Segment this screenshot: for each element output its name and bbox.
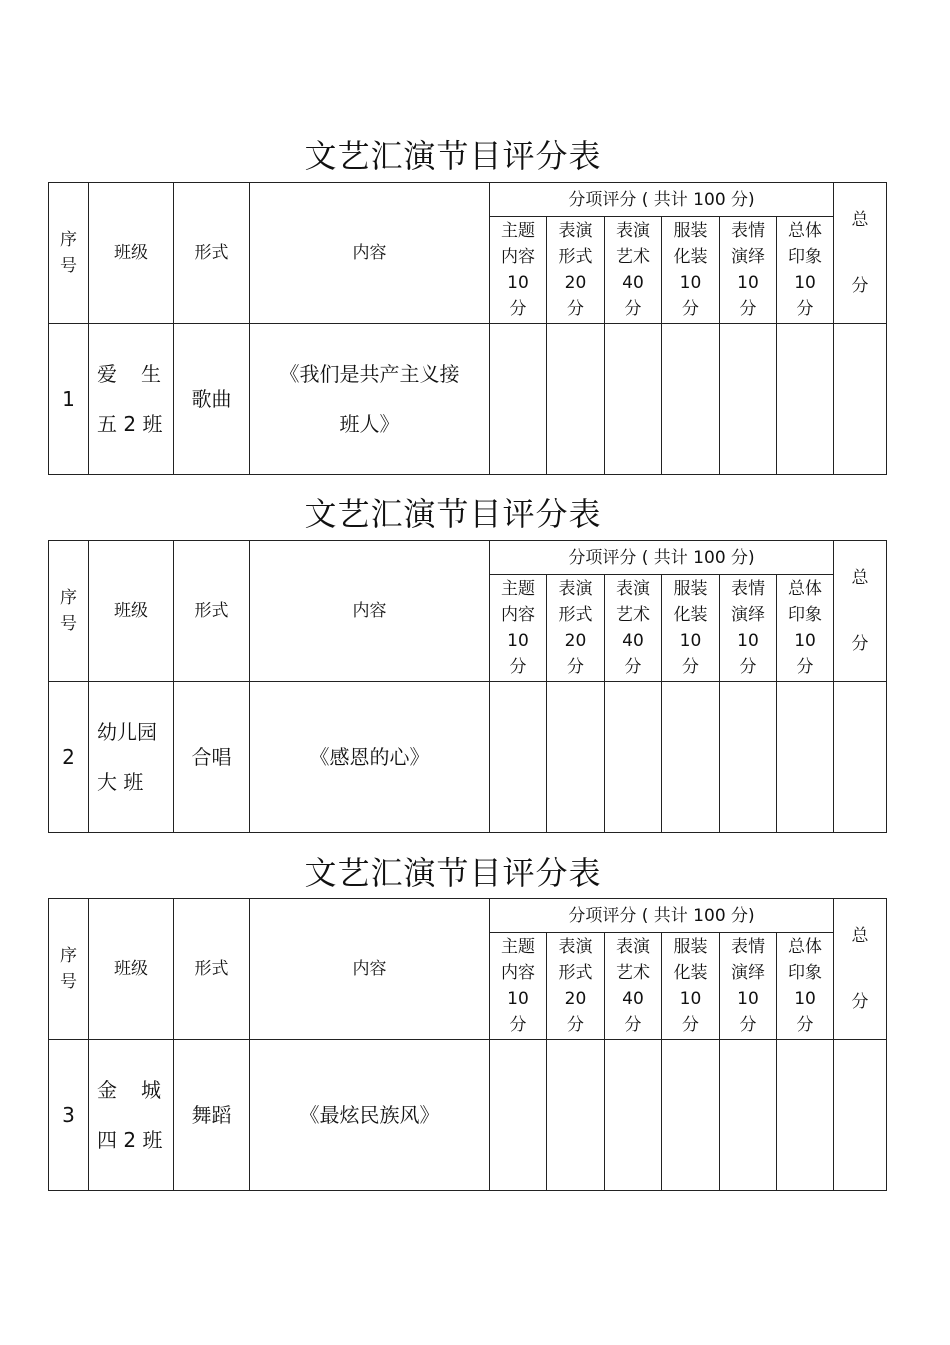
score-input-cell[interactable] [777,324,834,475]
score-input-cell[interactable] [720,682,777,833]
score-table [48,540,887,833]
table-row [49,682,887,833]
row-content: 《最炫民族风》 [250,1040,490,1191]
score-group-header: 分项评分 ( 共计 100 分) [490,541,834,575]
table-row [49,1040,887,1191]
sub-score-header: 表演 艺术 40 分 [605,575,662,682]
class-header: 班级 [89,541,174,682]
row-content: 《我们是共产主义接 班人》 [250,324,490,475]
form-header: 形式 [174,899,250,1040]
sub-score-header: 总体 印象 10 分 [777,217,834,324]
seq-header: 序 号 [49,899,89,1040]
class-header: 班级 [89,183,174,324]
score-group-header: 分项评分 ( 共计 100 分) [490,183,834,217]
score-input-cell[interactable] [605,1040,662,1191]
score-input-cell[interactable] [720,324,777,475]
row-class: 金 城 四 2 班 [89,1040,174,1191]
seq-header: 序 号 [49,541,89,682]
sheet-title: 文艺汇演节目评分表 [304,495,602,533]
score-input-cell[interactable] [662,1040,720,1191]
content-header: 内容 [250,899,490,1040]
sub-score-header: 表情 演绎 10 分 [720,933,777,1040]
sub-score-header: 总体 印象 10 分 [777,933,834,1040]
sub-score-header: 表演 艺术 40 分 [605,217,662,324]
row-class: 幼儿园 大 班 [89,682,174,833]
sub-score-header: 主题 内容 10 分 [490,217,547,324]
sub-score-header: 表演 形式 20 分 [547,217,605,324]
sub-score-header: 表情 演绎 10 分 [720,575,777,682]
row-content: 《感恩的心》 [250,682,490,833]
score-input-cell[interactable] [834,682,887,833]
form-header: 形式 [174,541,250,682]
score-input-cell[interactable] [720,1040,777,1191]
score-input-cell[interactable] [605,682,662,833]
score-input-cell[interactable] [490,1040,547,1191]
row-form: 舞蹈 [174,1040,250,1191]
class-header: 班级 [89,899,174,1040]
content-header: 内容 [250,183,490,324]
row-form: 合唱 [174,682,250,833]
sub-score-header: 表演 艺术 40 分 [605,933,662,1040]
table-row [49,324,887,475]
score-input-cell[interactable] [547,682,605,833]
seq-header: 序 号 [49,183,89,324]
score-input-cell[interactable] [547,324,605,475]
score-input-cell[interactable] [834,324,887,475]
score-input-cell[interactable] [605,324,662,475]
sub-score-header: 总体 印象 10 分 [777,575,834,682]
score-input-cell[interactable] [490,682,547,833]
sheet-title: 文艺汇演节目评分表 [304,137,602,175]
form-header: 形式 [174,183,250,324]
sheet-title: 文艺汇演节目评分表 [304,854,602,892]
score-table [48,898,887,1191]
total-header: 总 分 [834,899,887,1040]
total-header: 总 分 [834,541,887,682]
sub-score-header: 表演 形式 20 分 [547,933,605,1040]
sub-score-header: 主题 内容 10 分 [490,933,547,1040]
score-input-cell[interactable] [490,324,547,475]
row-seq: 1 [49,324,89,475]
score-input-cell[interactable] [547,1040,605,1191]
score-input-cell[interactable] [777,1040,834,1191]
row-form: 歌曲 [174,324,250,475]
row-class: 爱 生 五 2 班 [89,324,174,475]
sub-score-header: 表情 演绎 10 分 [720,217,777,324]
score-input-cell[interactable] [662,324,720,475]
row-seq: 3 [49,1040,89,1191]
sub-score-header: 服装 化装 10 分 [662,217,720,324]
sub-score-header: 服装 化装 10 分 [662,575,720,682]
score-group-header: 分项评分 ( 共计 100 分) [490,899,834,933]
sub-score-header: 主题 内容 10 分 [490,575,547,682]
score-input-cell[interactable] [777,682,834,833]
row-seq: 2 [49,682,89,833]
score-table [48,182,887,475]
score-input-cell[interactable] [662,682,720,833]
total-header: 总 分 [834,183,887,324]
content-header: 内容 [250,541,490,682]
sub-score-header: 服装 化装 10 分 [662,933,720,1040]
sub-score-header: 表演 形式 20 分 [547,575,605,682]
score-input-cell[interactable] [834,1040,887,1191]
